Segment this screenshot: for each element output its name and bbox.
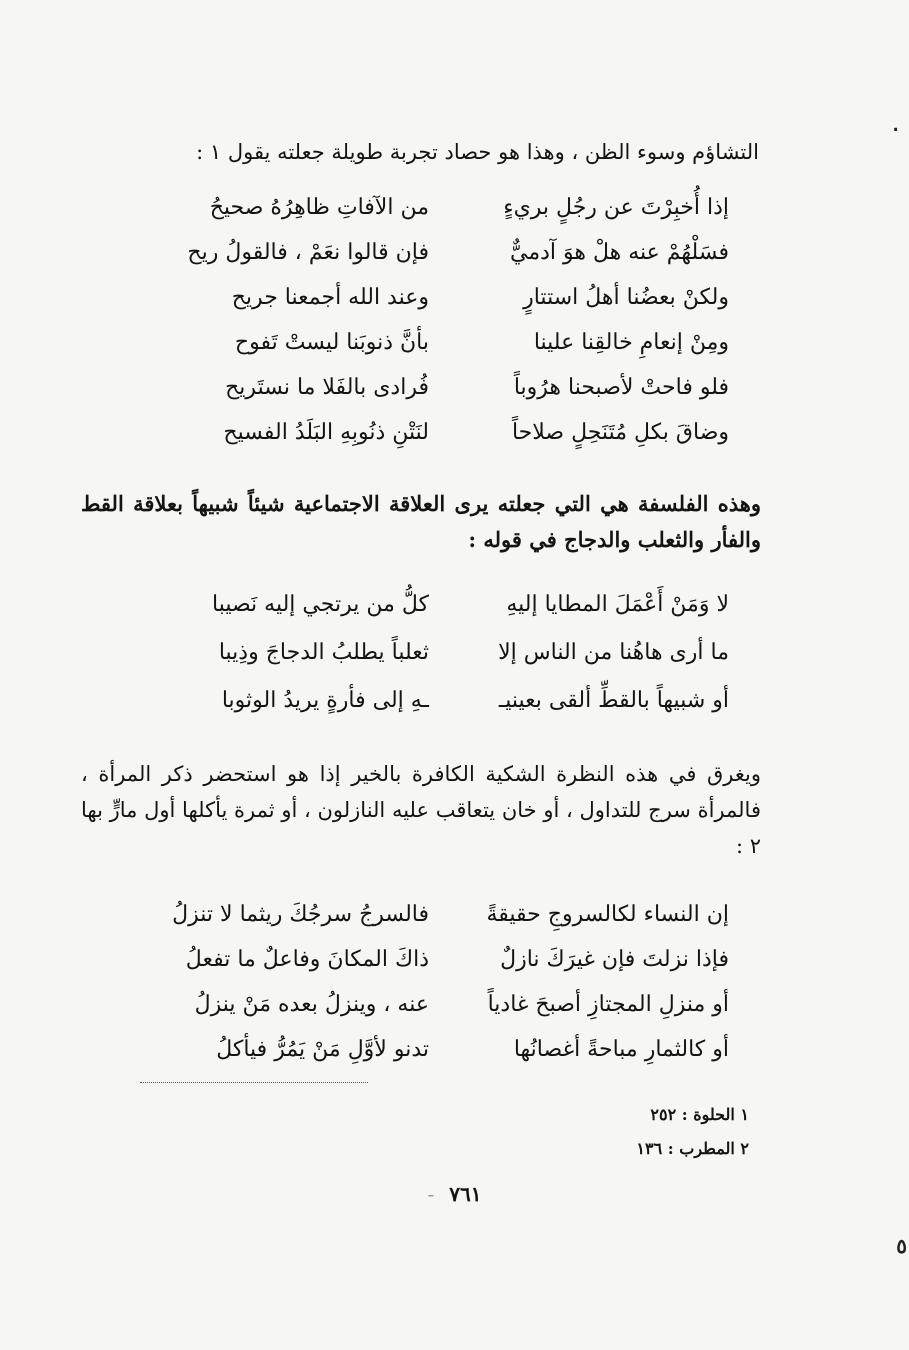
paragraph-text: وهذه الفلسفة هي التي جعلته يرى العلاقة الاجتماعية شيئاً شبيهاً بعلاقة القط والفأر والثعلب والدجاج في قوله : [81, 491, 761, 552]
verse-second-hemistich: فإن قالوا نعَمْ ، فالقولُ ريح [187, 240, 429, 265]
verse-second-hemistich: من الآفاتِ ظاهِرُهُ صحيحُ [209, 195, 429, 220]
page-number-value: ١٦٧ [449, 1182, 482, 1206]
verse-line [129, 633, 729, 681]
verse-second-hemistich: عنه ، وينزلُ بعده مَنْ ينزلُ [194, 992, 429, 1017]
verse-first-hemistich: ومِنْ إنعامِ خالقِنا علينا [533, 330, 729, 355]
verse-line [129, 895, 729, 940]
paragraph-2 [81, 486, 761, 558]
verse-second-hemistich: فالسرجُ سرجُكَ ريثما لا تنزلُ [172, 902, 429, 927]
verse-line [129, 323, 729, 368]
verse-second-hemistich: كلُّ من يرتجي إليه نَصيبا [212, 592, 429, 617]
verse-line [129, 681, 729, 729]
verse-first-hemistich: فلو فاحتْ لأصبحنا هرُوباً [513, 375, 729, 400]
verse-second-hemistich: ـهِ إلى فأرةٍ يريدُ الوثوبا [221, 688, 429, 713]
poem-1 [129, 188, 729, 458]
verse-first-hemistich: أو منزلِ المجتازِ أصبحَ غادياً [487, 992, 729, 1017]
verse-second-hemistich: لنَتْنِ ذنُوبِهِ البَلَدُ الفسيح [223, 420, 429, 445]
verse-first-hemistich: أو شبيهاً بالقطِّ ألقى بعينيـ [498, 688, 729, 713]
verse-first-hemistich: ولكنْ بعضُنا أهلُ استتارٍ [523, 285, 729, 310]
poem-3 [129, 895, 729, 1075]
poem-2 [129, 585, 729, 729]
paragraph-text: ويغرق في هذه النظرة الشكية الكافرة بالخير إذا هو استحضر ذكر المرأة ، فالمرأة سرج للتداول ، أو خان يتعاقب عليه النازلون ، أو ثمرة يأكلها أول مارٍّ بها ٢ : [81, 762, 761, 858]
verse-first-hemistich: وضاقَ بكلِ مُتَنَحِلٍ صلاحاً [511, 420, 729, 445]
verse-second-hemistich: ذاكَ المكانَ وفاعلٌ ما تفعلُ [185, 947, 429, 972]
verse-second-hemistich: وعند الله أجمعنا جريح [231, 285, 429, 310]
verse-line [129, 940, 729, 985]
verse-line [129, 278, 729, 323]
margin-mark: ٥ [896, 1234, 907, 1258]
verse-first-hemistich: إذا أُخبِرْتَ عن رجُلٍ بريءٍ [503, 195, 729, 220]
verse-line [129, 1030, 729, 1075]
footnote-separator [140, 1082, 368, 1083]
verse-first-hemistich: ما أرى هاهُنا من الناس إلا [498, 640, 729, 665]
footnote: ١ الحلوة : ٢٥٢ [650, 1105, 749, 1124]
verse-line [129, 585, 729, 633]
verse-line [129, 368, 729, 413]
verse-line [129, 985, 729, 1030]
page-number-dash: - [427, 1182, 435, 1206]
verse-second-hemistich: تدنو لأوَّلِ مَنْ يَمُرُّ فيأكلُ [216, 1037, 429, 1062]
verse-second-hemistich: ثعلباً يطلبُ الدجاجَ وذِيبا [218, 640, 429, 665]
verse-line [129, 188, 729, 233]
verse-first-hemistich: لا وَمَنْ أَعْمَلَ المطايا إليهِ [506, 592, 729, 617]
verse-line [129, 413, 729, 458]
verse-second-hemistich: بأنَّ ذنوبَنا ليستْ تَفوح [234, 330, 429, 355]
intro-paragraph [119, 134, 759, 170]
verse-line [129, 233, 729, 278]
margin-mark: ٠ [890, 116, 901, 140]
footnotes [636, 1098, 749, 1166]
paragraph-3 [81, 756, 761, 864]
intro-text: التشاؤم وسوء الظن ، وهذا هو حصاد تجربة طويلة جعلته يقول ١ : [196, 140, 759, 164]
verse-first-hemistich: أو كالثمارِ مباحةً أغصانُها [513, 1037, 729, 1062]
verse-first-hemistich: فسَلْهُمْ عنه هلْ هوَ آدميٌّ [509, 240, 729, 265]
footnote: ٢ المطرب : ١٣٦ [636, 1139, 749, 1158]
verse-first-hemistich: فإذا نزلتَ فإن غيرَكَ نازلٌ [500, 947, 729, 972]
verse-first-hemistich: إن النساء لكالسروجِ حقيقةً [486, 902, 729, 927]
page-number [0, 1182, 909, 1206]
verse-second-hemistich: فُرادى بالفَلا ما نستَريح [225, 375, 429, 400]
